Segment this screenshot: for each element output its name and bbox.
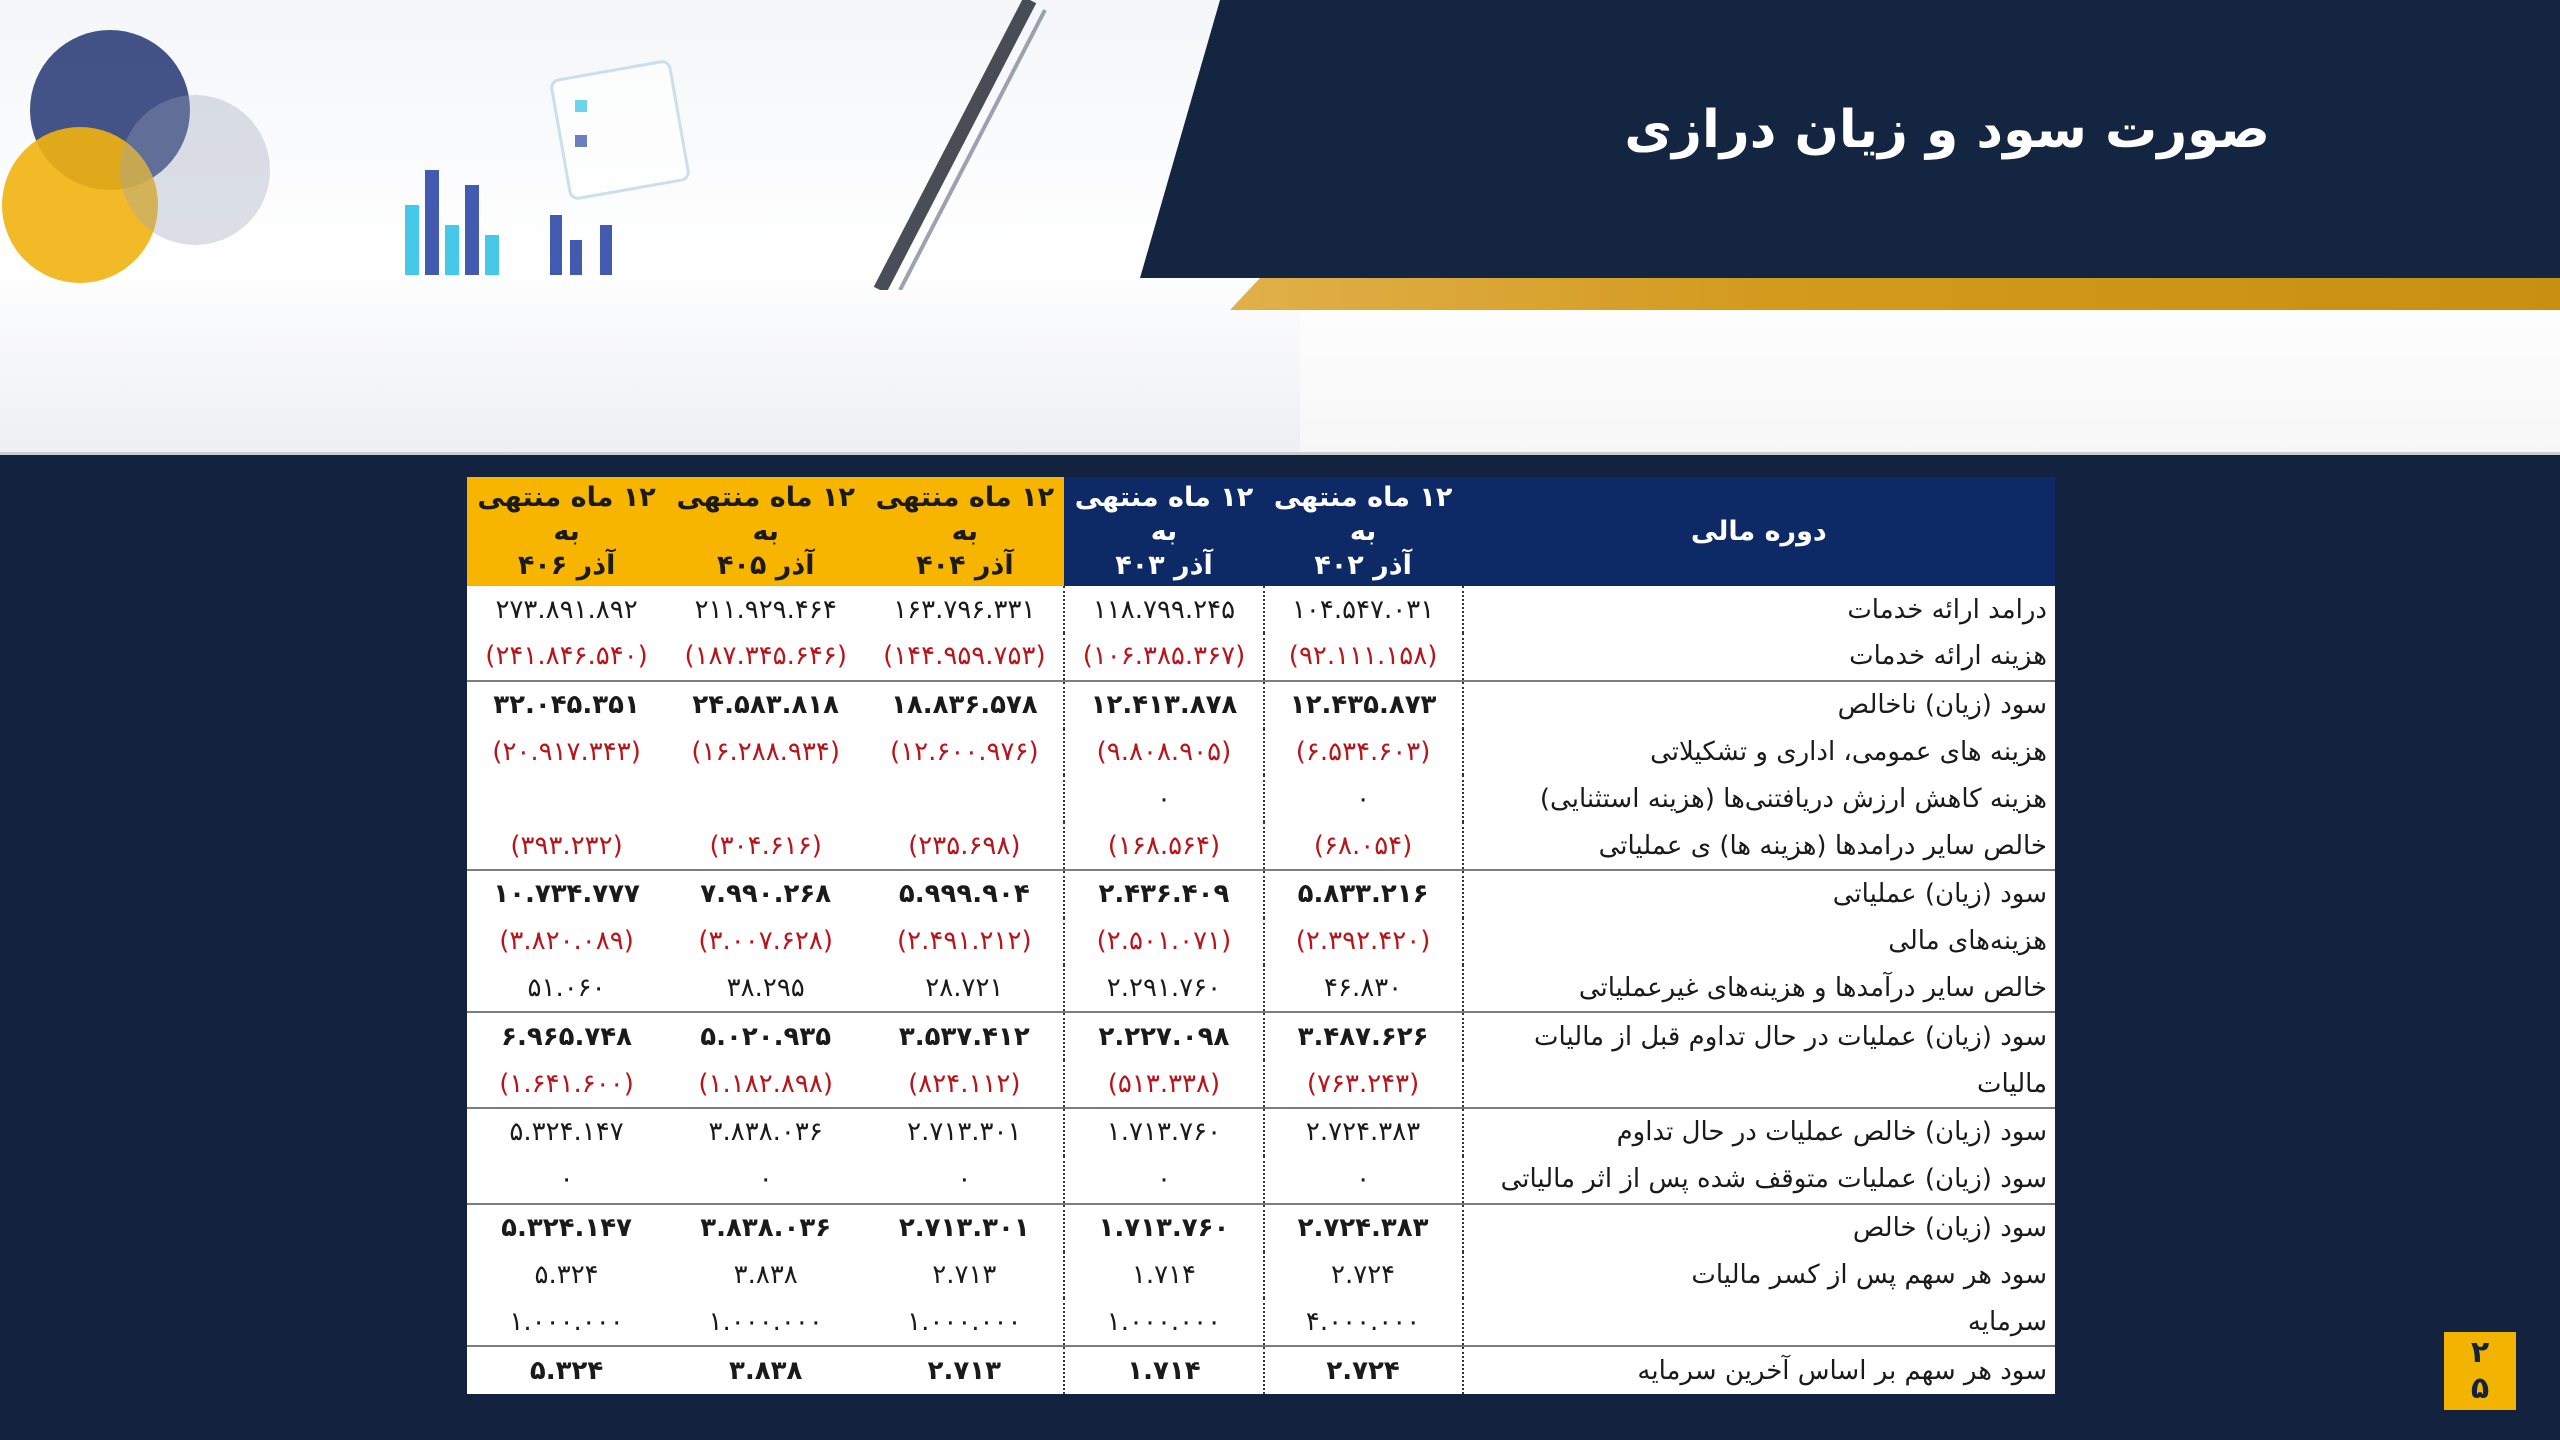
row-label: سود (زیان) خالص عملیات در حال تداوم: [1463, 1108, 2055, 1156]
row-value: ۴۶.۸۳۰: [1264, 965, 1463, 1013]
row-value: ۳.۸۳۸: [666, 1346, 865, 1394]
row-value: ۵.۹۹۹.۹۰۴: [865, 870, 1064, 918]
row-value: (۱۲.۶۰۰.۹۷۶): [865, 729, 1064, 776]
row-value: ۱.۰۰۰.۰۰۰: [1064, 1298, 1263, 1346]
row-value: ۳.۴۸۷.۶۲۶: [1264, 1012, 1463, 1060]
row-value: ۲۱۱.۹۲۹.۴۶۴: [694, 594, 837, 625]
row-value: (۳۹۳.۲۳۲): [510, 830, 623, 861]
table-row: [467, 633, 2055, 681]
table-row: [467, 1298, 2055, 1346]
row-value: ۶.۹۶۵.۷۴۸: [467, 1012, 666, 1060]
header-banner: [0, 0, 2560, 455]
row-value: (۱۴۴.۹۵۹.۷۵۳): [865, 633, 1064, 681]
row-value: (۶۸.۰۵۴): [1264, 822, 1463, 870]
table-row: [467, 681, 2055, 729]
row-value: ۰: [1064, 1156, 1263, 1204]
row-value: (۳.۸۲۰.۰۸۹): [499, 926, 634, 957]
table-row: [467, 729, 2055, 776]
column-header-line2: آذر ۴۰۵: [716, 549, 815, 581]
row-value: ۳.۸۳۸: [733, 1259, 798, 1290]
row-value: ۵.۳۲۴: [534, 1259, 599, 1290]
row-value: ۰: [1064, 775, 1263, 822]
column-header: [666, 477, 865, 586]
table-row: [467, 1108, 2055, 1156]
row-value: ۱۲.۴۳۵.۸۷۳: [1264, 681, 1463, 729]
row-value: ۱۰.۷۳۴.۷۷۷: [467, 870, 666, 918]
row-value: ۵۱.۰۶۰: [527, 973, 606, 1004]
row-value: ۲.۴۳۶.۴۰۹: [1064, 870, 1263, 918]
table-row: [467, 586, 2055, 633]
row-value: ۱۰۴.۵۴۷.۰۳۱: [1264, 586, 1463, 633]
row-label: سود هر سهم پس از کسر مالیات: [1691, 1259, 2047, 1290]
row-value: ۲.۷۱۳.۳۰۱: [865, 1108, 1064, 1156]
row-value: (۶.۵۳۴.۶۰۳): [1264, 729, 1463, 776]
row-value: ۱۱۸.۷۹۹.۲۴۵: [1064, 586, 1263, 633]
row-value: ۲.۷۲۴: [1264, 1252, 1463, 1299]
row-value: ۲۷۳.۸۹۱.۸۹۲: [495, 594, 638, 625]
column-header-line2: آذر ۴۰۴: [916, 549, 1014, 581]
row-value: (۱۶.۲۸۸.۹۳۴): [691, 737, 840, 768]
row-label: هزینه ارائه خدمات: [1849, 641, 2047, 672]
row-value: (۳۰۴.۶۱۶): [709, 830, 822, 861]
column-header: [467, 477, 666, 586]
row-value: (۸۲۴.۱۱۲): [865, 1060, 1064, 1108]
row-value: ۱.۷۱۳.۷۶۰: [1064, 1108, 1263, 1156]
row-value: ۳.۸۳۸.۰۳۶: [666, 1204, 865, 1252]
row-label: هزینه کاهش ارزش دریافتنی‌ها (هزینه استثنایی): [1539, 783, 2047, 814]
column-header: [865, 477, 1064, 586]
row-value: ۵.۸۳۳.۲۱۶: [1264, 870, 1463, 918]
row-value: (۲۳۵.۶۹۸): [865, 822, 1064, 870]
row-label: سود (زیان) خالص: [1463, 1204, 2055, 1252]
row-value: (۹.۸۰۸.۹۰۵): [1064, 729, 1263, 776]
row-value: ۳۲.۰۴۵.۳۵۱: [467, 681, 666, 729]
decor-legend-card: [550, 60, 689, 199]
page-title: صورت سود و زیان درازی: [1624, 100, 2270, 160]
row-label: سرمایه: [1967, 1306, 2047, 1337]
column-header-line1: ۱۲ ماه منتهی به: [676, 482, 855, 547]
row-value: ۰: [1264, 775, 1463, 822]
row-value: ۲۴.۵۸۳.۸۱۸: [666, 681, 865, 729]
table-header-row: [467, 477, 2055, 586]
column-header-line2: آذر ۴۰۳: [1115, 549, 1213, 581]
row-value: ۵.۳۲۴.۱۴۷: [467, 1108, 666, 1156]
row-label: درامد ارائه خدمات: [1847, 594, 2047, 625]
row-value: (۱۶۸.۵۶۴): [1064, 822, 1263, 870]
row-label: سود (زیان) عملیاتی: [1463, 870, 2055, 918]
column-header: [1064, 477, 1263, 586]
income-statement-table-container: [467, 477, 2055, 1394]
row-label: سود (زیان) عملیات در حال تداوم قبل از مالیات: [1463, 1012, 2055, 1060]
row-value: ۱.۷۱۳.۷۶۰: [1064, 1204, 1263, 1252]
row-value: (۲.۴۹۱.۲۱۲): [865, 918, 1064, 965]
row-value: [467, 775, 666, 822]
row-value: ۷.۹۹۰.۲۶۸: [666, 870, 865, 918]
column-header-line1: ۱۲ ماه منتهی به: [875, 482, 1055, 547]
row-value: (۱۰۶.۳۸۵.۳۶۷): [1064, 633, 1263, 681]
row-value: ۵.۳۲۴: [467, 1346, 666, 1394]
row-value: [865, 775, 1064, 822]
row-value: ۲.۷۱۳: [865, 1346, 1064, 1394]
row-value: ۰: [1264, 1156, 1463, 1204]
divider-line: [0, 452, 2560, 455]
row-label: خالص سایر درآمدها و هزینه‌های غیرعملیاتی: [1578, 973, 2047, 1004]
column-header-line2: آذر ۴۰۶: [517, 549, 616, 581]
row-label: سود هر سهم بر اساس آخرین سرمایه: [1463, 1346, 2055, 1394]
row-value: ۲.۷۱۳: [865, 1252, 1064, 1299]
table-row: [467, 1204, 2055, 1252]
row-label: هزینه‌های مالی: [1888, 926, 2047, 957]
page-number-badge: [2444, 1332, 2516, 1410]
table-row: [467, 1156, 2055, 1204]
table-row: [467, 1060, 2055, 1108]
row-value: (۳.۰۰۷.۶۲۸): [698, 926, 833, 957]
decor-circle-gray: [120, 95, 270, 245]
table-row: [467, 918, 2055, 965]
row-value: ۳.۵۳۷.۴۱۲: [865, 1012, 1064, 1060]
row-value: ۱.۷۱۴: [1064, 1252, 1263, 1299]
row-value: (۷۶۳.۲۴۳): [1264, 1060, 1463, 1108]
column-header-line1: ۱۲ ماه منتهی به: [1273, 482, 1453, 547]
row-label: خالص سایر درامدها (هزینه ها) ی عملیاتی: [1598, 830, 2047, 861]
column-header-line2: آذر ۴۰۲: [1314, 549, 1412, 581]
row-value: (۲۰.۹۱۷.۳۴۳): [492, 737, 641, 768]
table-row: [467, 965, 2055, 1013]
income-statement-table: [467, 477, 2055, 1394]
row-label: سود (زیان) ناخالص: [1463, 681, 2055, 729]
row-value: ۴.۰۰۰.۰۰۰: [1264, 1298, 1463, 1346]
decor-pen: [880, 0, 1045, 290]
row-value: ۳۸.۲۹۵: [726, 973, 805, 1004]
gold-accent-band: [1230, 278, 2560, 310]
row-value: ۱.۰۰۰.۰۰۰: [509, 1306, 624, 1337]
row-value: (۵۱۳.۳۳۸): [1064, 1060, 1263, 1108]
period-header: دوره مالی: [1463, 477, 2055, 586]
row-value: ۰: [758, 1164, 773, 1195]
row-value: ۱.۰۰۰.۰۰۰: [865, 1298, 1064, 1346]
row-value: ۰: [559, 1164, 574, 1195]
row-value: (۱۸۷.۳۴۵.۶۴۶): [684, 641, 847, 672]
row-value: (۱.۶۴۱.۶۰۰): [499, 1068, 634, 1099]
row-value: (۲.۵۰۱.۰۷۱): [1064, 918, 1263, 965]
row-value: ۳.۸۳۸.۰۳۶: [666, 1108, 865, 1156]
table-row: [467, 870, 2055, 918]
decorative-chart-image: [0, 0, 1300, 290]
table-row: [467, 1012, 2055, 1060]
row-value: ۰: [865, 1156, 1064, 1204]
page-number-digit: ۵: [2470, 1371, 2490, 1406]
row-label: مالیات: [1976, 1068, 2047, 1099]
page-number-digit: ۲: [2470, 1335, 2490, 1370]
row-value: ۲.۲۲۷.۰۹۸: [1064, 1012, 1263, 1060]
row-value: ۱۲.۴۱۳.۸۷۸: [1064, 681, 1263, 729]
table-row: [467, 1252, 2055, 1299]
column-header-line1: ۱۲ ماه منتهی به: [477, 482, 656, 547]
row-value: ۲.۲۹۱.۷۶۰: [1064, 965, 1263, 1013]
table-row: [467, 775, 2055, 822]
row-value: ۲.۷۲۴: [1264, 1346, 1463, 1394]
row-value: (۱.۱۸۲.۸۹۸): [698, 1068, 833, 1099]
column-header: [1264, 477, 1463, 586]
row-label: هزینه های عمومی، اداری و تشکیلاتی: [1650, 737, 2047, 768]
row-value: (۲۴۱.۸۴۶.۵۴۰): [485, 641, 648, 672]
row-value: [666, 775, 865, 822]
row-value: ۲.۷۱۳.۳۰۱: [865, 1204, 1064, 1252]
row-value: ۲۸.۷۲۱: [865, 965, 1064, 1013]
row-value: ۱۸.۸۳۶.۵۷۸: [865, 681, 1064, 729]
row-value: ۲.۷۲۴.۳۸۳: [1264, 1204, 1463, 1252]
row-value: ۱.۰۰۰.۰۰۰: [708, 1306, 823, 1337]
row-value: (۹۲.۱۱۱.۱۵۸): [1264, 633, 1463, 681]
row-value: ۵.۰۲۰.۹۳۵: [666, 1012, 865, 1060]
table-row: [467, 822, 2055, 870]
row-value: ۵.۳۲۴.۱۴۷: [467, 1204, 666, 1252]
row-value: ۲.۷۲۴.۳۸۳: [1264, 1108, 1463, 1156]
row-label: سود (زیان) عملیات متوقف شده پس از اثر مالیاتی: [1500, 1164, 2047, 1195]
row-value: ۱۶۳.۷۹۶.۳۳۱: [865, 586, 1064, 633]
table-body: [467, 586, 2055, 1394]
table-row: [467, 1346, 2055, 1394]
row-value: ۱.۷۱۴: [1064, 1346, 1263, 1394]
row-value: (۲.۳۹۲.۴۲۰): [1264, 918, 1463, 965]
column-header-line1: ۱۲ ماه منتهی به: [1074, 482, 1254, 547]
